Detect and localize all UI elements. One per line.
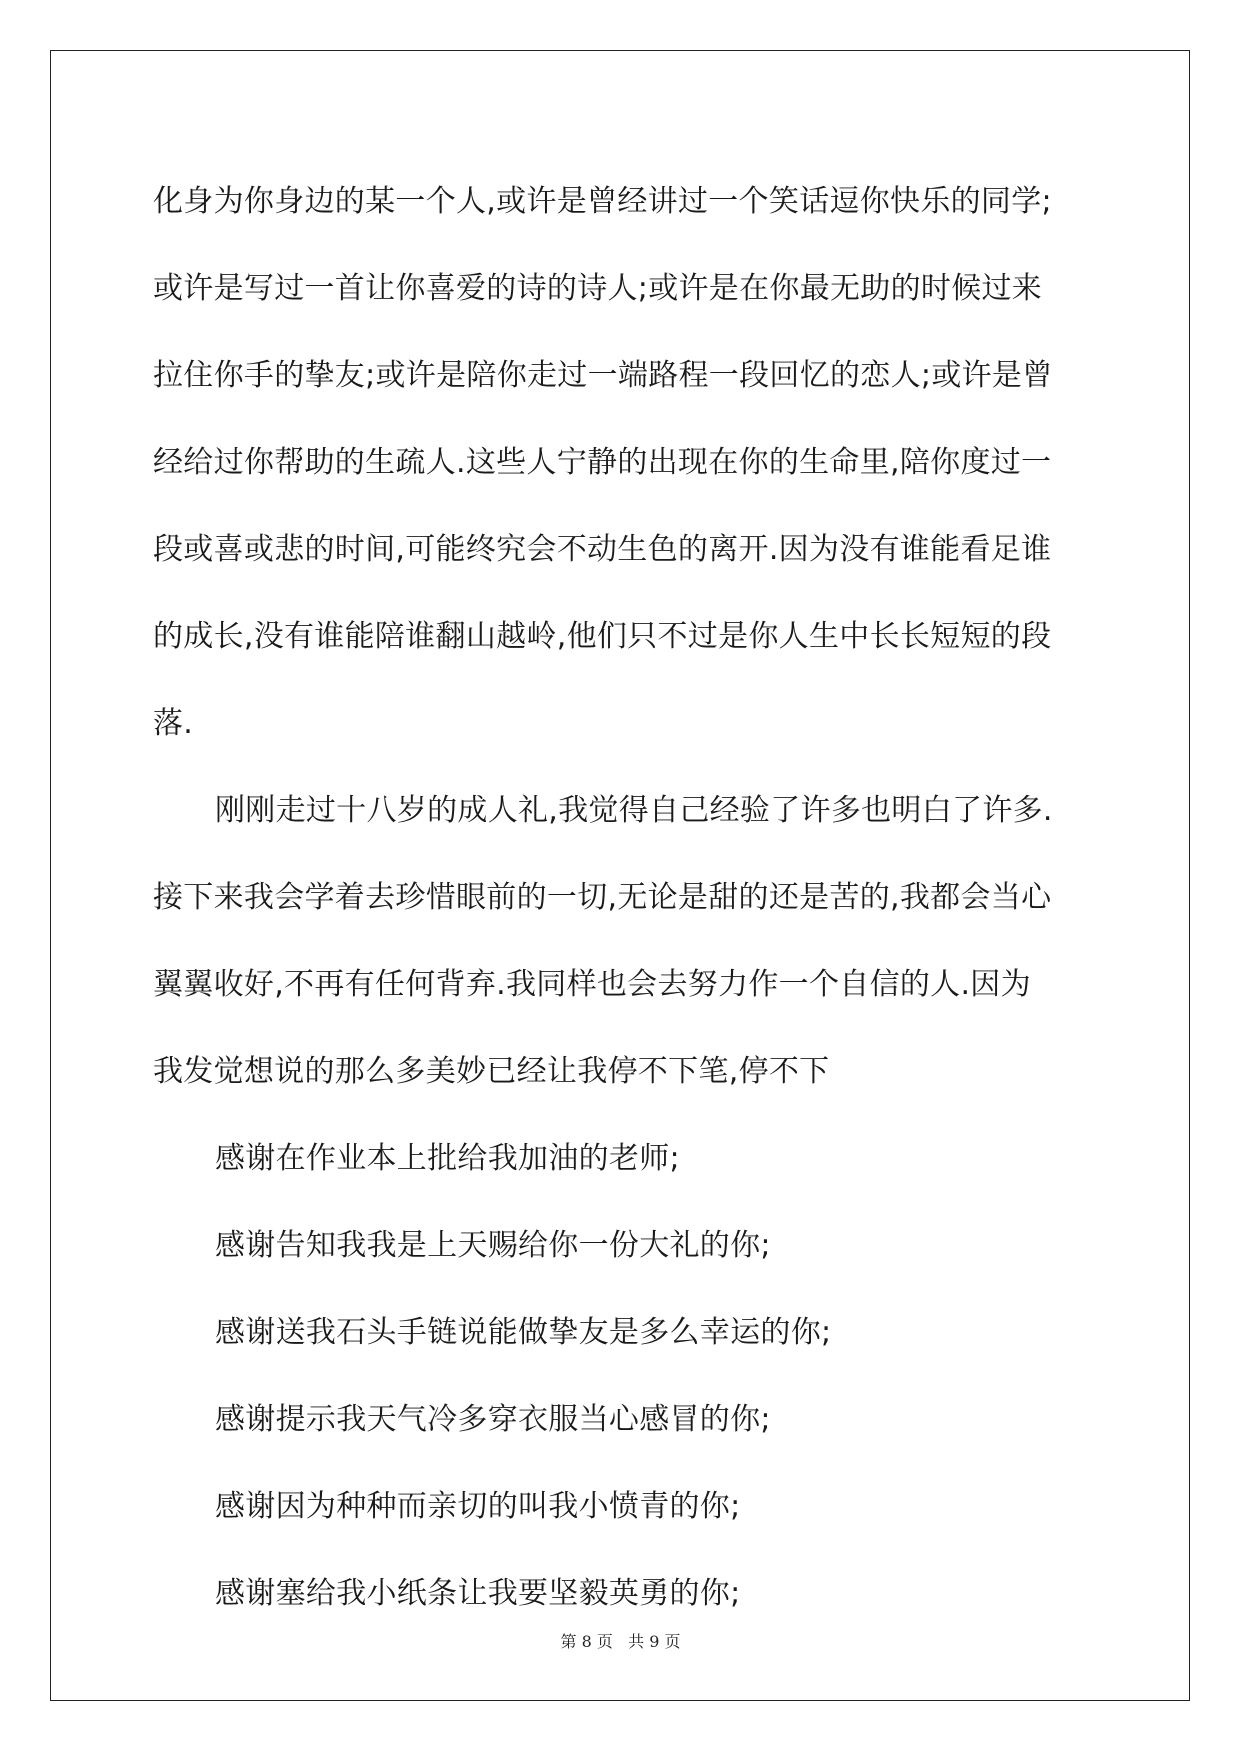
text-line: 接下来我会学着去珍惜眼前的一切,无论是甜的还是苦的,我都会当心 [153, 880, 1052, 915]
text-line: 翼翼收好,不再有任何背弃.我同样也会去努力作一个自信的人.因为 [153, 967, 1031, 1002]
thanks-line: 感谢因为种种而亲切的叫我小愤青的你; [215, 1489, 741, 1524]
document-body [153, 158, 1088, 1637]
thanks-line: 感谢提示我天气冷多穿衣服当心感冒的你; [215, 1402, 771, 1437]
page-number: 第 8 页 共 9 页 [560, 1632, 681, 1651]
text-line: 拉住你手的挚友;或许是陪你走过一端路程一段回忆的恋人;或许是曾 [153, 358, 1053, 393]
page-footer [0, 1629, 1241, 1652]
thanks-line: 感谢告知我我是上天赐给你一份大礼的你; [215, 1228, 771, 1263]
text-line: 经给过你帮助的生疏人.这些人宁静的出现在你的生命里,陪你度过一 [153, 445, 1052, 480]
text-line: 段或喜或悲的时间,可能终究会不动生色的离开.因为没有谁能看足谁 [153, 532, 1052, 567]
paragraph-start-line: 刚刚走过十八岁的成人礼,我觉得自己经验了许多也明白了许多. [215, 793, 1053, 828]
text-line: 落. [153, 706, 194, 741]
text-line: 的成长,没有谁能陪谁翻山越岭,他们只不过是你人生中长长短短的段 [153, 619, 1052, 654]
text-line: 化身为你身边的某一个人,或许是曾经讲过一个笑话逗你快乐的同学; [153, 184, 1052, 219]
text-line: 或许是写过一首让你喜爱的诗的诗人;或许是在你最无助的时候过来 [153, 271, 1043, 306]
thanks-line: 感谢塞给我小纸条让我要坚毅英勇的你; [215, 1576, 741, 1611]
text-line: 我发觉想说的那么多美妙已经让我停不下笔,停不下 [153, 1054, 830, 1089]
thanks-line: 感谢在作业本上批给我加油的老师; [215, 1141, 680, 1176]
thanks-line: 感谢送我石头手链说能做挚友是多么幸运的你; [215, 1315, 832, 1350]
